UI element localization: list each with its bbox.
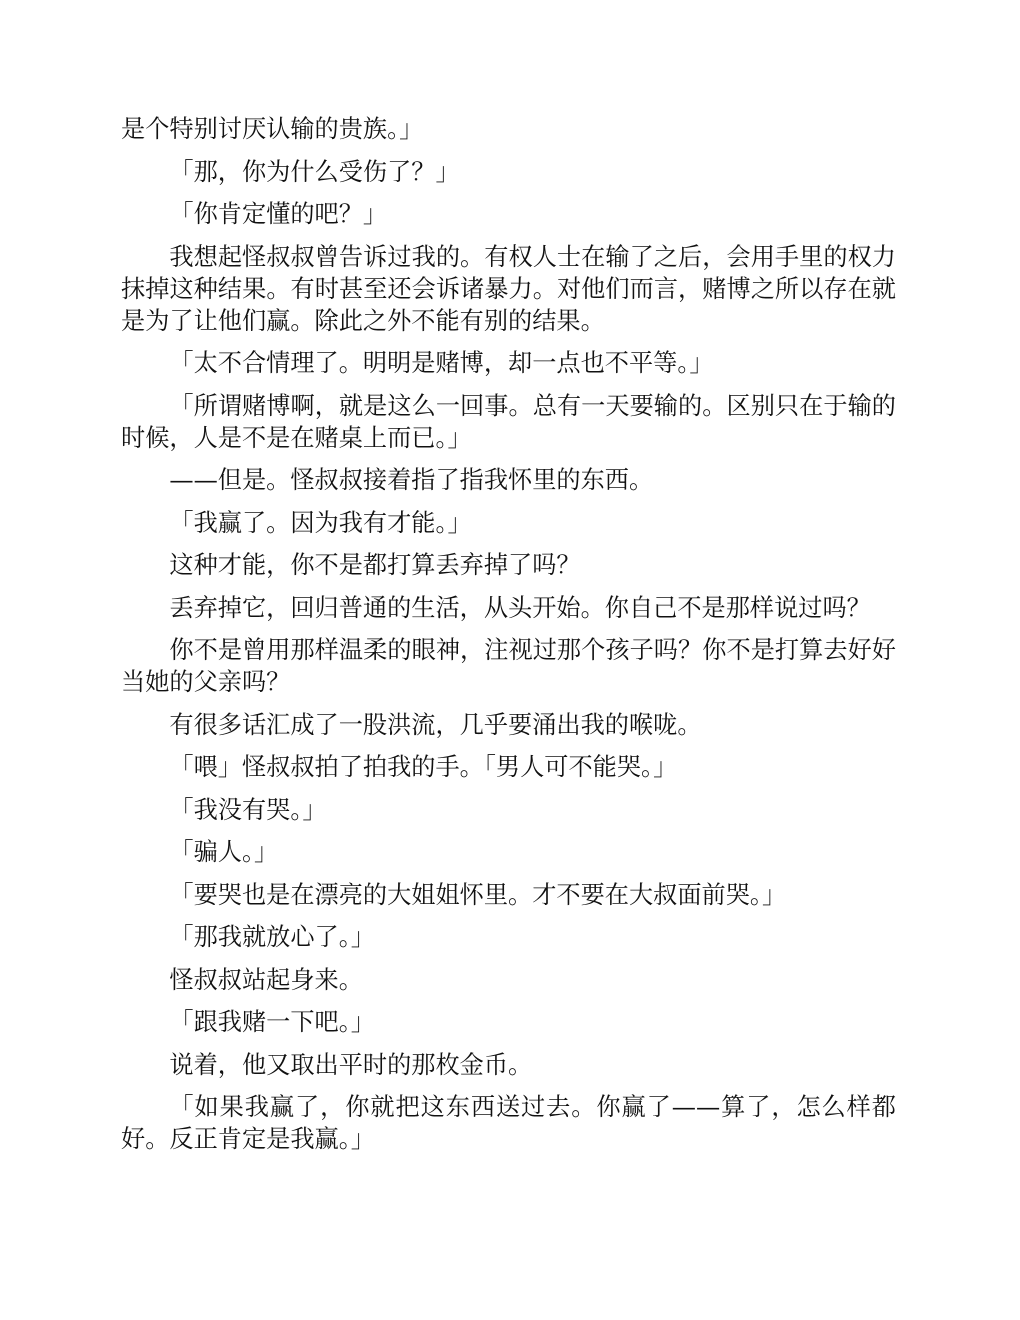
paragraph: 你不是曾用那样温柔的眼神，注视过那个孩子吗？你不是打算去好好当她的父亲吗？	[121, 636, 896, 696]
paragraph: 「那我就放心了。」	[169, 923, 375, 951]
paragraph: 「所谓赌博啊，就是这么一回事。总有一天要输的。区别只在于输的时候，人是不是在赌桌上而已。」	[121, 391, 896, 452]
paragraph: 是个特别讨厌认输的贵族。」	[121, 115, 424, 143]
paragraph: 说着，他又取出平时的那枚金币。	[169, 1050, 533, 1079]
paragraph: 「那，你为什么受伤了？」	[169, 157, 460, 186]
paragraph: 「喂」怪叔叔拍了拍我的手。「男人可不能哭。」	[169, 753, 678, 781]
paragraph: 「要哭也是在漂亮的大姐姐怀里。才不要在大叔面前哭。」	[169, 880, 787, 909]
paragraph: ——但是。怪叔叔接着指了指我怀里的东西。	[169, 466, 654, 494]
paragraph: 有很多话汇成了一股洪流，几乎要涌出我的喉咙。	[169, 710, 702, 739]
paragraph: 这种才能，你不是都打算丢弃掉了吗？	[169, 551, 581, 579]
document-page	[121, 113, 896, 1166]
paragraph: 「骗人。」	[169, 838, 279, 866]
paragraph: 「如果我赢了，你就把这东西送过去。你赢了——算了，怎么样都好。反正肯定是我赢。」	[121, 1093, 896, 1153]
paragraph: 丢弃掉它，回归普通的生活，从头开始。你自己不是那样说过吗？	[169, 593, 871, 622]
paragraph: 「太不合情理了。明明是赌博，却一点也不平等。」	[169, 349, 714, 377]
paragraph: 「我没有哭。」	[169, 795, 327, 824]
paragraph: 「你肯定懂的吧？」	[169, 200, 388, 228]
paragraph: 怪叔叔站起身来。	[169, 965, 363, 994]
paragraph: 「我赢了。因为我有才能。」	[169, 508, 472, 537]
paragraph: 我想起怪叔叔曾告诉过我的。有权人士在输了之后，会用手里的权力抹掉这种结果。有时甚至还会诉诸暴力。对他们而言，赌博之所以存在就是为了让他们赢。除此之外不能有别的结果。	[121, 242, 896, 335]
paragraph: 「跟我赌一下吧。」	[169, 1008, 375, 1036]
